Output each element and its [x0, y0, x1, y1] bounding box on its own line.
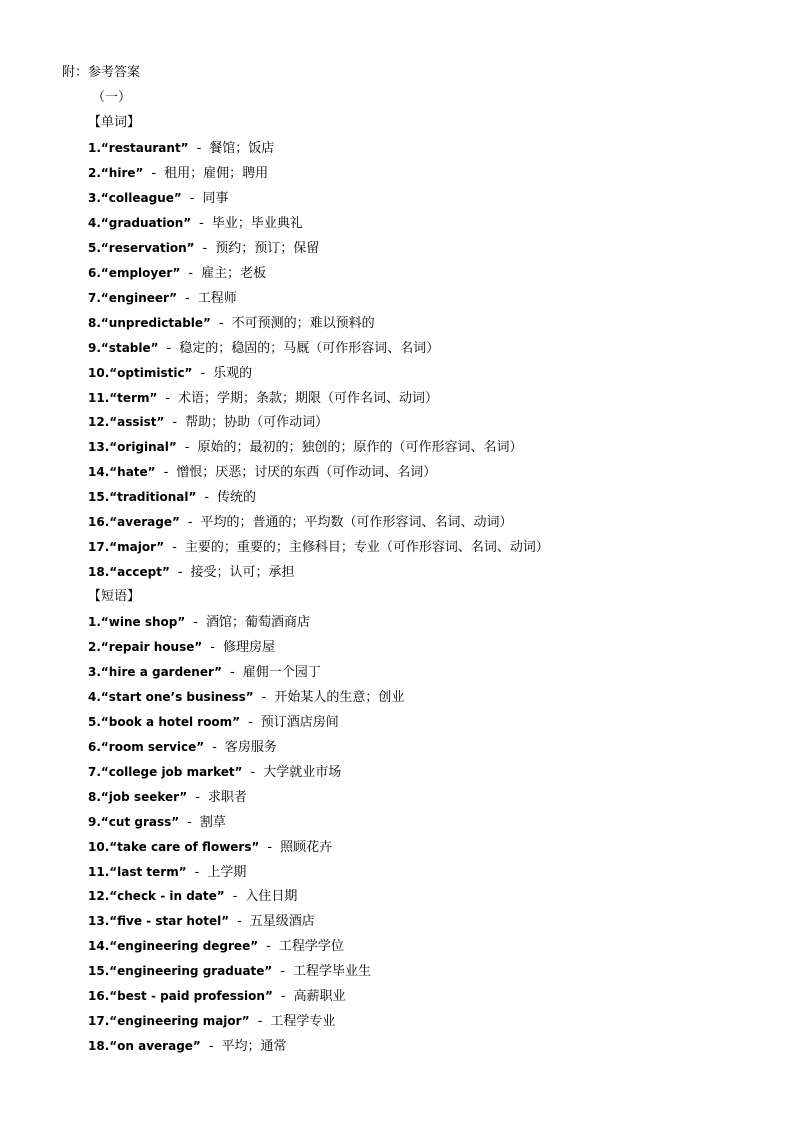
item-term: “assist”: [109, 415, 165, 430]
item-term: “best - paid profession”: [109, 989, 273, 1004]
item-term: “five - star hotel”: [109, 914, 230, 929]
item-separator: -: [237, 914, 242, 930]
item-term: “take care of flowers”: [109, 839, 260, 854]
item-number: 12.: [88, 889, 110, 904]
item-separator: -: [232, 889, 238, 905]
item-number: 4.: [88, 215, 101, 230]
item-term: “restaurant”: [100, 141, 189, 155]
list-item: [88, 412, 328, 433]
item-separator: -: [196, 141, 202, 156]
item-separator: -: [257, 1014, 263, 1030]
item-term: “accept”: [109, 565, 170, 580]
item-separator: -: [195, 789, 200, 805]
item-meaning: 求职者: [207, 789, 247, 805]
list-item: [88, 837, 332, 858]
item-number: 10.: [88, 839, 110, 854]
list-item: [88, 911, 315, 932]
item-number: 1.: [88, 615, 101, 629]
item-number: 4.: [88, 689, 101, 704]
list-item: [88, 388, 438, 409]
item-number: 12.: [88, 415, 110, 430]
item-term: “hate”: [109, 465, 156, 480]
item-meaning: 平均的；普通的；平均数（可作形容词、名词、动词）: [200, 515, 513, 531]
item-separator: -: [266, 939, 271, 955]
item-separator: -: [200, 365, 206, 381]
item-meaning: 主要的；重要的；主修科目；专业（可作形容词、名词、动词）: [184, 540, 549, 556]
list-item: [88, 737, 277, 758]
item-number: 16.: [88, 989, 110, 1004]
item-term: “optimistic”: [109, 365, 193, 380]
item-term: “room service”: [100, 739, 205, 754]
words-section-heading: 【单词】: [88, 115, 141, 130]
list-item: [88, 612, 310, 633]
item-separator: -: [163, 465, 169, 481]
item-separator: -: [280, 964, 285, 980]
item-number: 16.: [88, 515, 110, 530]
item-meaning: 同事: [202, 190, 229, 206]
list-item: [88, 812, 226, 833]
list-item: [88, 363, 252, 384]
item-meaning: 乐观的: [213, 365, 253, 381]
item-meaning: 预订酒店房间: [260, 714, 339, 730]
item-meaning: 预约；预订；保留: [215, 240, 320, 256]
answer-key-title: 附：参考答案: [62, 65, 141, 80]
item-number: 8.: [88, 315, 101, 330]
list-item: [88, 512, 513, 533]
item-number: 1.: [88, 141, 101, 155]
item-meaning: 接受；认可；承担: [190, 565, 295, 581]
item-term: “engineer”: [100, 290, 178, 305]
list-item: [88, 487, 256, 508]
item-separator: -: [151, 165, 157, 181]
item-term: “engineering degree”: [109, 939, 259, 954]
item-term: “stable”: [100, 340, 159, 355]
list-item: [88, 263, 266, 284]
item-term: “repair house”: [100, 639, 203, 654]
item-term: “reservation”: [100, 240, 195, 255]
item-term: “wine shop”: [100, 615, 186, 629]
item-separator: -: [166, 340, 172, 356]
item-term: “employer”: [100, 265, 181, 280]
item-separator: -: [267, 839, 273, 855]
item-term: “last term”: [109, 864, 187, 879]
item-meaning: 入住日期: [245, 889, 298, 905]
list-item: [88, 787, 247, 808]
item-separator: -: [248, 714, 253, 730]
item-number: 17.: [88, 1014, 110, 1029]
item-number: 11.: [88, 864, 110, 879]
item-term: “hire a gardener”: [100, 664, 223, 679]
item-term: “on average”: [109, 1039, 201, 1054]
item-separator: -: [172, 415, 178, 431]
list-item: [88, 936, 344, 957]
list-item: [88, 961, 371, 982]
list-item: [88, 288, 237, 309]
item-term: “major”: [109, 540, 165, 555]
item-meaning: 餐馆；饭店: [209, 141, 275, 156]
item-meaning: 工程学专业: [270, 1014, 336, 1030]
list-item: [88, 537, 549, 558]
item-meaning: 雇主；老板: [201, 265, 267, 281]
item-term: “average”: [109, 515, 180, 530]
item-number: 17.: [88, 540, 110, 555]
item-meaning: 传统的: [217, 490, 257, 506]
item-meaning: 照顾花卉: [280, 839, 333, 855]
list-item: [88, 886, 297, 907]
list-item: [88, 562, 295, 583]
item-number: 6.: [88, 265, 101, 280]
item-meaning: 工程师: [197, 290, 237, 306]
item-meaning: 酒馆；葡萄酒商店: [205, 615, 310, 630]
item-term: “cut grass”: [100, 814, 180, 829]
item-separator: -: [193, 615, 198, 630]
list-item: [88, 712, 339, 733]
item-number: 9.: [88, 814, 101, 829]
list-item: [88, 986, 346, 1007]
item-meaning: 租用；雇佣；聘用: [164, 165, 269, 181]
item-term: “graduation”: [100, 215, 192, 230]
item-number: 18.: [88, 1039, 110, 1054]
list-item: [88, 213, 303, 234]
item-separator: -: [184, 440, 190, 456]
item-number: 3.: [88, 664, 101, 679]
list-item: [88, 462, 436, 483]
item-separator: -: [194, 864, 200, 880]
item-number: 18.: [88, 565, 110, 580]
item-meaning: 开始某人的生意；创业: [274, 689, 405, 705]
part-label: （一）: [92, 90, 132, 105]
list-item: [88, 637, 275, 658]
item-meaning: 雇佣一个园丁: [242, 664, 321, 680]
item-number: 7.: [88, 290, 101, 305]
item-term: “start one’s business”: [100, 689, 254, 704]
item-number: 9.: [88, 340, 101, 355]
item-meaning: 割草: [199, 814, 226, 830]
item-separator: -: [165, 390, 171, 406]
item-separator: -: [185, 290, 190, 306]
item-number: 14.: [88, 939, 110, 954]
item-number: 2.: [88, 165, 101, 180]
item-separator: -: [199, 215, 204, 231]
item-separator: -: [188, 265, 194, 281]
item-number: 15.: [88, 964, 110, 979]
item-term: “traditional”: [109, 490, 197, 505]
item-meaning: 五星级酒店: [249, 914, 315, 930]
list-item: [88, 437, 523, 458]
item-meaning: 上学期: [207, 864, 247, 880]
item-meaning: 原始的；最初的；独创的；原作的（可作形容词、名词）: [197, 440, 523, 456]
item-term: “engineering major”: [109, 1014, 250, 1029]
item-separator: -: [187, 515, 193, 531]
list-item: [88, 1011, 335, 1032]
item-separator: -: [204, 490, 210, 506]
item-meaning: 术语；学期；条款；期限（可作名词、动词）: [178, 390, 439, 406]
item-separator: -: [261, 689, 267, 705]
item-number: 13.: [88, 914, 110, 929]
item-term: “job seeker”: [100, 789, 188, 804]
list-item: [88, 862, 246, 883]
item-separator: -: [187, 814, 192, 830]
phrases-section-heading: 【短语】: [88, 589, 141, 604]
item-number: 2.: [88, 639, 101, 654]
item-separator: -: [202, 240, 208, 256]
item-meaning: 客房服务: [224, 739, 277, 755]
item-separator: -: [250, 764, 256, 780]
item-separator: -: [189, 190, 195, 206]
item-separator: -: [210, 639, 215, 655]
item-number: 11.: [88, 390, 110, 405]
item-term: “colleague”: [100, 190, 182, 205]
item-number: 5.: [88, 714, 101, 729]
item-meaning: 高薪职业: [293, 989, 346, 1005]
item-term: “check - in date”: [109, 889, 225, 904]
list-item: [88, 338, 439, 359]
item-number: 8.: [88, 789, 101, 804]
item-meaning: 工程学学位: [278, 939, 344, 955]
item-meaning: 稳定的；稳固的；马厩（可作形容词、名词）: [179, 340, 440, 356]
item-meaning: 工程学毕业生: [293, 964, 372, 980]
item-term: “engineering graduate”: [109, 964, 273, 979]
item-meaning: 平均；通常: [221, 1039, 287, 1055]
list-item: [88, 138, 274, 159]
list-item: [88, 188, 229, 209]
list-item: [88, 238, 319, 259]
item-meaning: 毕业；毕业典礼: [211, 215, 303, 231]
list-item: [88, 762, 341, 783]
item-meaning: 修理房屋: [222, 639, 275, 655]
item-term: “unpredictable”: [100, 315, 211, 330]
list-item: [88, 687, 404, 708]
item-separator: -: [218, 315, 224, 331]
list-item: [88, 662, 321, 683]
item-separator: -: [230, 664, 235, 680]
list-item: [88, 163, 268, 184]
item-meaning: 帮助；协助（可作动词）: [185, 415, 329, 431]
item-separator: -: [172, 540, 177, 556]
item-number: 3.: [88, 190, 101, 205]
item-number: 13.: [88, 440, 110, 455]
list-item: [88, 1036, 287, 1057]
list-item: [88, 313, 375, 334]
item-meaning: 不可预测的；难以预料的: [231, 315, 375, 331]
item-number: 7.: [88, 764, 101, 779]
item-meaning: 大学就业市场: [263, 764, 342, 780]
item-number: 6.: [88, 739, 101, 754]
item-separator: -: [212, 739, 217, 755]
item-term: “original”: [109, 440, 177, 455]
item-meaning: 憎恨；厌恶；讨厌的东西（可作动词、名词）: [176, 465, 437, 481]
item-number: 14.: [88, 465, 110, 480]
item-term: “college job market”: [100, 764, 243, 779]
item-term: “term”: [109, 390, 158, 405]
item-term: “hire”: [100, 165, 144, 180]
item-number: 5.: [88, 240, 101, 255]
item-number: 15.: [88, 490, 110, 505]
item-separator: -: [177, 565, 183, 581]
item-separator: -: [208, 1039, 214, 1055]
item-separator: -: [280, 989, 286, 1005]
item-number: 10.: [88, 365, 110, 380]
item-term: “book a hotel room”: [100, 714, 241, 729]
